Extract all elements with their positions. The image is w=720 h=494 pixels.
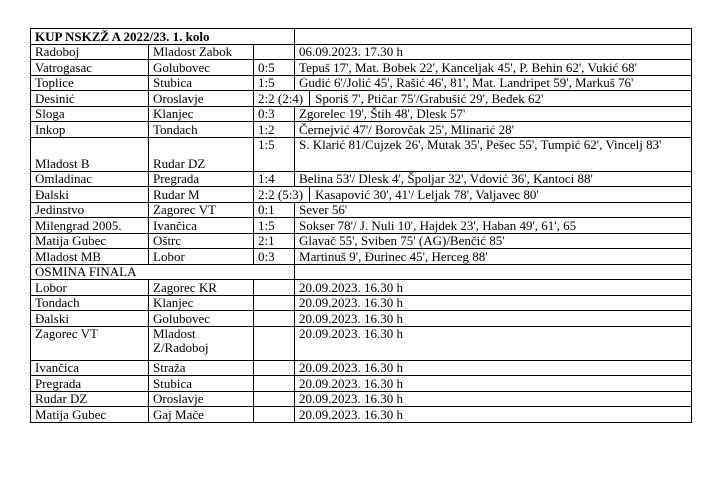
result: 1:5 (254, 75, 295, 91)
home-team: Desinić (31, 91, 149, 107)
home-team: Tondach (31, 295, 149, 311)
home-team: Mladost B (31, 137, 149, 171)
away-team: Rudar DZ (149, 137, 254, 171)
result-and-info (254, 187, 692, 203)
table-row (31, 376, 692, 392)
away-team: Oštrc (149, 233, 254, 249)
match-info: Glavač 55', Sviben 75' (AG)/Benčić 85' (295, 233, 692, 249)
result (254, 391, 295, 407)
away-team: Zagorec VT (149, 202, 254, 218)
table-row (31, 60, 692, 76)
table-row (31, 249, 692, 265)
away-team: Lobor (149, 249, 254, 265)
table-title: KUP NSKZŽ A 2022/23. 1. kolo (31, 29, 295, 45)
away-team: Stubica (149, 75, 254, 91)
home-team: Zagorec VT (31, 326, 149, 360)
result: 1:5 (254, 218, 295, 234)
result-and-info (254, 91, 692, 107)
home-team: Jedinstvo (31, 202, 149, 218)
result (254, 376, 295, 392)
table-row (31, 137, 692, 171)
table-row (31, 407, 692, 423)
result (254, 407, 295, 423)
home-team: Mladost MB (31, 249, 149, 265)
away-team: Mladost Zabok (149, 44, 254, 60)
cup-table-body (31, 29, 692, 423)
home-team: Rudar DZ (31, 391, 149, 407)
result (254, 295, 295, 311)
result (254, 280, 295, 296)
away-team: Rudar M (149, 187, 254, 203)
table-row (31, 280, 692, 296)
home-team: Đalski (31, 311, 149, 327)
result: 1:2 (254, 122, 295, 138)
home-team: Omladinac (31, 171, 149, 187)
away-team: Zagorec KR (149, 280, 254, 296)
table-row (31, 295, 692, 311)
match-info: 20.09.2023. 16.30 h (295, 280, 692, 296)
away-team: Klanjec (149, 295, 254, 311)
result: 0:1 (254, 202, 295, 218)
table-row (31, 360, 692, 376)
away-team: Mladost Z/Radoboj (149, 326, 254, 360)
match-info: Tepuš 17', Mat. Bobek 22', Kanceljak 45', P. Behin 62', Vukić 68' (295, 60, 692, 76)
table-row (31, 122, 692, 138)
table-row (31, 391, 692, 407)
result: 2:2 (2:4) (258, 90, 304, 106)
away-team: Gaj Mače (149, 407, 254, 423)
home-team: Milengrad 2005. (31, 218, 149, 234)
away-team: Golubovec (149, 311, 254, 327)
away-team: Ivančica (149, 218, 254, 234)
match-info: 20.09.2023. 16.30 h (295, 360, 692, 376)
table-row (31, 187, 692, 203)
away-team: Pregrada (149, 171, 254, 187)
away-team: Golubovec (149, 60, 254, 76)
home-team: Inkop (31, 122, 149, 138)
match-info: 20.09.2023. 16.30 h (295, 391, 692, 407)
match-info: 20.09.2023. 16.30 h (295, 295, 692, 311)
section-row (31, 264, 692, 280)
match-info: Gudić 6'/Jolić 45', Rašić 46', 81', Mat. Landripet 59', Markuš 76' (295, 75, 692, 91)
section-label: OSMINA FINALA (31, 264, 295, 280)
match-info: 20.09.2023. 16.30 h (295, 376, 692, 392)
cup-table (30, 28, 692, 423)
home-team: Sloga (31, 106, 149, 122)
title-row (31, 29, 692, 45)
section-empty-cell (295, 264, 692, 280)
match-info: S. Klarić 81/Cujzek 26', Mutak 35', Pešec 55', Tumpić 62', Vincelj 83' (295, 137, 692, 171)
away-team: Oroslavje (149, 391, 254, 407)
match-info: 20.09.2023. 16.30 h (295, 326, 692, 360)
match-info: Sever 56' (295, 202, 692, 218)
table-row (31, 171, 692, 187)
result: 0:5 (254, 60, 295, 76)
home-team: Lobor (31, 280, 149, 296)
title-empty-cell (295, 29, 692, 45)
result: 1:5 (254, 137, 295, 171)
match-info: Belina 53'/ Dlesk 4', Špoljar 32', Vdović 36', Kantoci 88' (295, 171, 692, 187)
table-row (31, 75, 692, 91)
table-row (31, 311, 692, 327)
table-row (31, 106, 692, 122)
result: 1:4 (254, 171, 295, 187)
match-info: Černejvić 47'/ Borovčak 25', Mlinarić 28' (295, 122, 692, 138)
table-row (31, 44, 692, 60)
match-info: Zgorelec 19', Štih 48', Dlesk 57' (295, 106, 692, 122)
home-team: Vatrogasac (31, 60, 149, 76)
away-team: Stubica (149, 376, 254, 392)
home-team: Matija Gubec (31, 407, 149, 423)
match-info: 20.09.2023. 16.30 h (295, 311, 692, 327)
result: 2:1 (254, 233, 295, 249)
match-info: 20.09.2023. 16.30 h (295, 407, 692, 423)
match-info: Sokser 78'/ J. Nuli 10', Hajdek 23', Haban 49', 61', 65 (295, 218, 692, 234)
result (254, 326, 295, 360)
result: 2:2 (5:3) (258, 186, 304, 202)
home-team: Đalski (31, 187, 149, 203)
home-team: Pregrada (31, 376, 149, 392)
home-team: Matija Gubec (31, 233, 149, 249)
table-row (31, 233, 692, 249)
match-info: Martinuš 9', Đurinec 45', Herceg 88' (295, 249, 692, 265)
table-row (31, 202, 692, 218)
table-row (31, 218, 692, 234)
away-team: Oroslavje (149, 91, 254, 107)
table-row (31, 326, 692, 360)
away-team: Tondach (149, 122, 254, 138)
home-team: Ivančica (31, 360, 149, 376)
match-info: 06.09.2023. 17.30 h (295, 44, 692, 60)
home-team: Radoboj (31, 44, 149, 60)
result: 0:3 (254, 106, 295, 122)
away-team: Klanjec (149, 106, 254, 122)
match-info: Sporiš 7', Ptičar 75'/Grabušić 29', Beđek 62' (309, 91, 543, 106)
away-team: Straža (149, 360, 254, 376)
table-row (31, 91, 692, 107)
result (254, 311, 295, 327)
result (254, 360, 295, 376)
result (254, 44, 295, 60)
home-team: Toplice (31, 75, 149, 91)
result: 0:3 (254, 249, 295, 265)
match-info: Kasapović 30', 41'/ Leljak 78', Valjavec 80' (309, 187, 539, 202)
